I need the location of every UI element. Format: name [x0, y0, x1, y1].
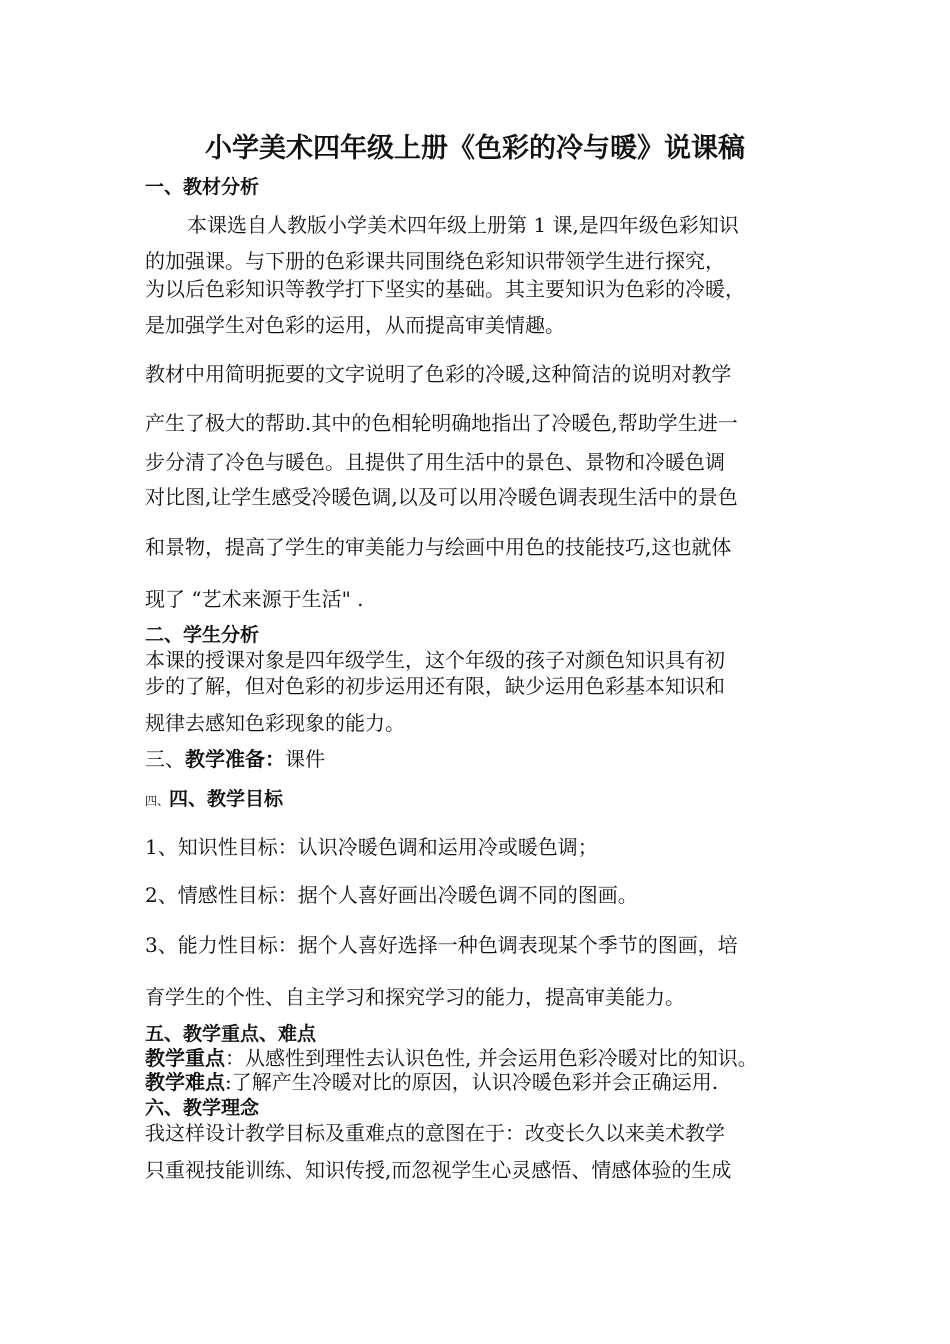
goal-item: 1、知识性目标：认识冷暖色调和运用冷或暖色调； [145, 835, 598, 859]
section-heading-teaching-philosophy: 六、教学理念 [145, 1097, 260, 1119]
paragraph-line: 步分清了冷色与暖色。且提供了用生活中的景色、景物和冷暖色调 [145, 450, 725, 474]
goal-item: 3、能力性目标：据个人喜好选择一种色调表现某个季节的图画，培 [145, 933, 738, 957]
section-number: 三、 [145, 747, 185, 771]
key-point-label: 教学重点 [145, 1046, 225, 1070]
difficulty-line [145, 1069, 718, 1095]
paragraph-line: 是加强学生对色彩的运用，从而提高审美情趣。 [145, 313, 565, 337]
section-heading-student-analysis: 二、学生分析 [145, 624, 260, 646]
paragraph-line: 对比图,让学生感受冷暖色调,以及可以用冷暖色调表现生活中的景色 [145, 485, 738, 509]
key-point-text: ：从感性到理性去认识色性, 并会运用色彩冷暖对比的知识。 [225, 1046, 758, 1070]
document-title: 小学美术四年级上册《色彩的冷与暖》说课稿 [205, 133, 745, 164]
difficulty-label: 教学难点 [145, 1070, 225, 1094]
difficulty-text: :了解产生冷暖对比的原因，认识冷暖色彩并会正确运用. [225, 1070, 719, 1094]
paragraph-line: 和景物，提高了学生的审美能力与绘画中用色的技能技巧,这也就体 [145, 535, 732, 559]
key-point-line [145, 1045, 758, 1071]
section-label: 教学准备： [185, 747, 285, 771]
paragraph-line: 规律去感知色彩现象的能力。 [145, 711, 405, 735]
paragraph-line: 产生了极大的帮助.其中的色相轮明确地指出了冷暖色,帮助学生进一 [145, 411, 738, 435]
paragraph-line: 教材中用简明扼要的文字说明了色彩的冷暖,这种简洁的说明对教学 [145, 362, 732, 386]
section-heading-key-points: 五、教学重点、难点 [145, 1023, 317, 1045]
section-teaching-preparation [145, 746, 325, 772]
paragraph-line: 的加强课。与下册的色彩课共同围绕色彩知识带领学生进行探究， [145, 249, 725, 273]
paragraph-line: 只重视技能训练、知识传授,而忽视学生心灵感悟、情感体验的生成 [145, 1158, 732, 1182]
paragraph-line: 我这样设计教学目标及重难点的意图在于：改变长久以来美术教学 [145, 1121, 725, 1145]
paragraph-line: 为以后色彩知识等教学打下坚实的基础。其主要知识为色彩的冷暖， [145, 277, 745, 301]
goal-item: 育学生的个性、自主学习和探究学习的能力，提高审美能力。 [145, 985, 685, 1009]
section-heading-teaching-goals [145, 785, 283, 814]
section-heading-material-analysis: 一、教材分析 [145, 176, 260, 198]
section-number-small: 四、 [145, 794, 170, 808]
section-value: 课件 [285, 747, 325, 771]
goal-item: 2、情感性目标：据个人喜好画出冷暖色调不同的图画。 [145, 883, 638, 907]
section-heading: 四、教学目标 [169, 788, 284, 810]
paragraph-line: 步的了解，但对色彩的初步运用还有限，缺少运用色彩基本知识和 [145, 674, 725, 698]
paragraph-line: 本课选自人教版小学美术四年级上册第 1 课,是四年级色彩知识 [187, 213, 739, 237]
paragraph-line: 本课的授课对象是四年级学生，这个年级的孩子对颜色知识具有初 [145, 648, 725, 672]
paragraph-line: 现了 “艺术来源于生活" . [145, 587, 364, 611]
